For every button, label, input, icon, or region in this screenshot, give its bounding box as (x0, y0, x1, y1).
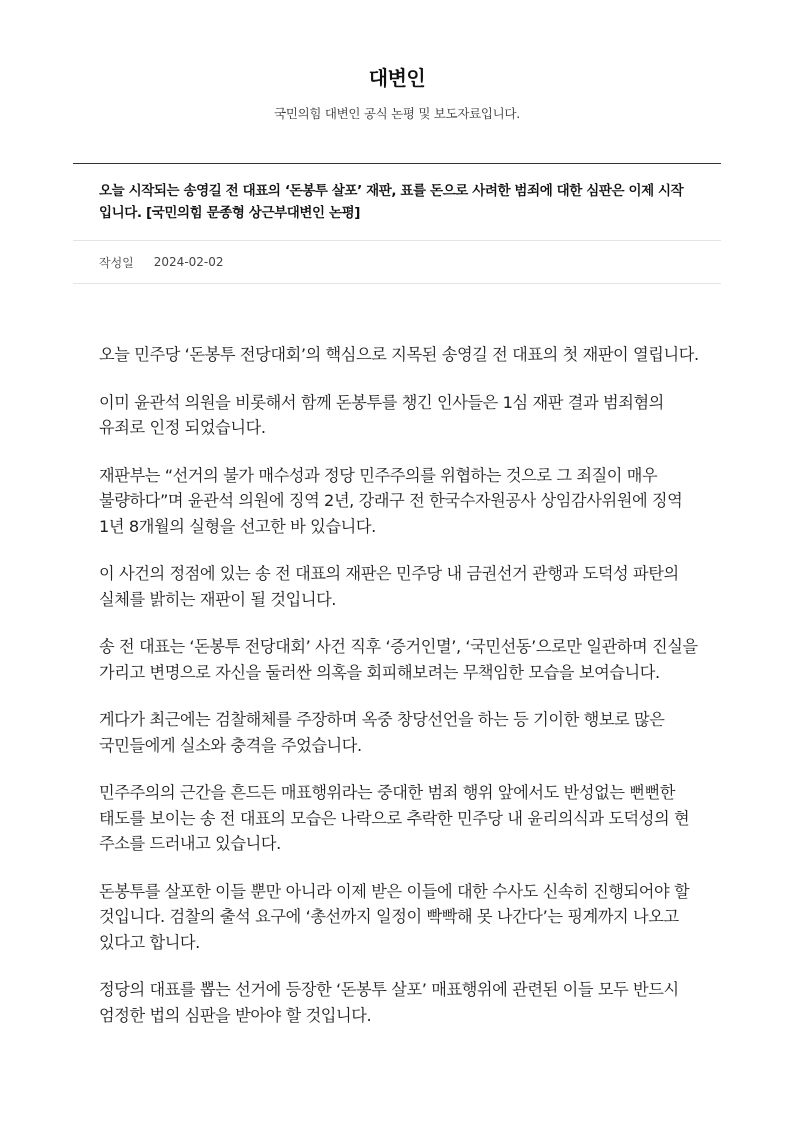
body-paragraph: 송 전 대표는 ‘돈봉투 전당대회’ 사건 직후 ‘증거인멸’, ‘국민선동’으로만 일관하며 진실을 가리고 변명으로 자신을 둘러싼 의혹을 회피해보려는 무책임한 모습을 보여습니다. (99, 637, 698, 682)
article-title: 오늘 시작되는 송영길 전 대표의 ‘돈봉투 살포’ 재판, 표를 돈으로 사려한 범죄에 대한 심판은 이제 시작입니다. [국민의힘 문종형 상근부대변인 논평] (99, 183, 684, 221)
body-paragraph: 민주주의의 근간을 흔드든 매표행위라는 중대한 범죄 행위 앞에서도 반성없는 뻔뻔한 태도를 보이는 송 전 대표의 모습은 나락으로 추락한 민주당 내 윤리의식과 도덕성의 현 주소를 드러내고 있습니다. (99, 783, 690, 853)
body-paragraph: 게다가 최근에는 검찰해체를 주장하며 옥중 창당선언을 하는 등 기이한 행보로 많은 국민들에게 실소와 충격을 주었습니다. (99, 710, 665, 755)
body-paragraph: 돈봉투를 살포한 이들 뿐만 아니라 이제 받은 이들에 대한 수사도 신속히 진행되어야 할 것입니다. 검찰의 출석 요구에 ‘총선까지 일정이 빡빡해 못 나간다’는 핑계까지 나오고 있다고 합니다. (99, 881, 690, 952)
body-paragraph: 이 사건의 정점에 있는 송 전 대표의 재판은 민주당 내 금권선거 관행과 도덕성 파탄의 실체를 밝히는 재판이 될 것입니다. (99, 564, 679, 609)
article-meta (73, 241, 721, 283)
page-title: 대변인 (368, 66, 426, 90)
date-label: 작성일 (99, 255, 134, 270)
article-body (99, 342, 699, 1050)
body-paragraph: 재판부는 “선거의 불가 매수성과 정당 민주주의를 위협하는 것으로 그 죄질이 매우 불량하다”며 윤관석 의원에 징역 2년, 강래구 전 한국수자원공사 상임감사위원에 징역 1년 8개월의 실형을 선고한 바 있습니다. (99, 465, 683, 536)
article-header (73, 163, 721, 284)
body-paragraph: 정당의 대표를 뽑는 선거에 등장한 ‘돈봉투 살포’ 매표행위에 관련된 이들 모두 반드시 엄정한 법의 심판을 받아야 할 것입니다. (99, 980, 679, 1025)
meta-divider (73, 283, 721, 284)
body-paragraph: 오늘 민주당 ‘돈봉투 전당대회’의 핵심으로 지목된 송영길 전 대표의 첫 재판이 열립니다. (99, 345, 699, 364)
body-paragraph: 이미 윤관석 의원을 비롯해서 함께 돈봉투를 챙긴 인사들은 1심 재판 결과 범죄혐의 유죄로 인정 되었습니다. (99, 392, 664, 437)
page-subtitle: 국민의힘 대변인 공식 논평 및 보도자료입니다. (274, 106, 520, 121)
date-value: 2024-02-02 (153, 255, 224, 269)
